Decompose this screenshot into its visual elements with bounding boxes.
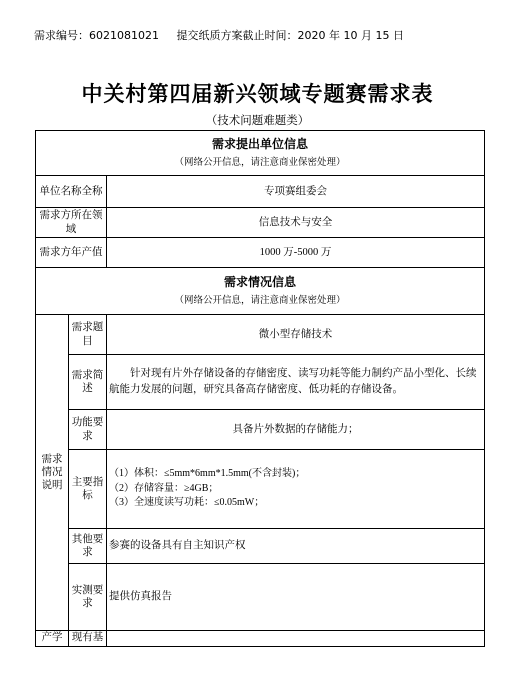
- section2-header: [36, 268, 485, 315]
- output-label: 需求方年产值: [36, 238, 107, 268]
- other-value: 参赛的设备具有自主知识产权: [107, 529, 485, 564]
- footer-left-cell: 产学: [36, 631, 69, 647]
- section2-title: 需求情况信息: [223, 274, 296, 289]
- header-line: [34, 27, 404, 43]
- domain-value: 信息技术与安全: [107, 208, 485, 238]
- table-row: [36, 208, 485, 238]
- table-row: [36, 176, 485, 208]
- table-row: [36, 410, 485, 450]
- page-title: 中关村第四届新兴领域专题赛需求表: [81, 82, 434, 106]
- output-value: 1000 万-5000 万: [107, 238, 485, 268]
- section1-header: [36, 131, 485, 176]
- metrics-list: [107, 450, 485, 529]
- other-label: 其他要求: [69, 529, 107, 564]
- unit-name-label: 单位名称全称: [36, 176, 107, 208]
- section1-note: （网络公开信息，请注意商业保密处理）: [174, 157, 346, 168]
- metrics-label: 主要指标: [69, 450, 107, 529]
- summary-value: 针对现有片外存储设备的存储密度、读写功耗等能力制约产品小型化、长续航能力发展的问题，研究具备高存储密度、低功耗的存储设备。: [107, 355, 485, 410]
- topic-value: 微小型存储技术: [107, 315, 485, 355]
- table-row: [36, 529, 485, 564]
- test-value: 提供仿真报告: [107, 564, 485, 631]
- table-row: [36, 355, 485, 410]
- function-label: 功能要求: [69, 410, 107, 450]
- table-row: [36, 450, 485, 529]
- deadline-label: 提交纸质方案截止时间：: [176, 29, 298, 42]
- section1-header-row: [36, 131, 485, 176]
- topic-label: 需求题目: [69, 315, 107, 355]
- test-label: 实测要求: [69, 564, 107, 631]
- section1-title: 需求提出单位信息: [211, 136, 308, 151]
- group-label: 需求情况说明: [36, 315, 69, 631]
- summary-label: 需求简述: [69, 355, 107, 410]
- section2-note: （网络公开信息，请注意商业保密处理）: [174, 295, 346, 306]
- unit-name-value: 专项赛组委会: [107, 176, 485, 208]
- function-value: 具备片外数据的存储能力；: [107, 410, 485, 450]
- table-row: [36, 564, 485, 631]
- requirement-id-label: 需求编号：: [34, 29, 89, 42]
- footer-mid-cell: 现有基: [69, 631, 107, 647]
- metric-item: （1）体积：≤5mm*6mm*1.5mm(不含封装)；: [109, 468, 306, 480]
- domain-label: 需求方所在领域: [36, 208, 107, 238]
- page-subtitle: （技术问题难题类）: [205, 115, 310, 127]
- table-row: [36, 315, 485, 355]
- footer-empty-cell: [107, 631, 485, 647]
- requirement-id-value: 6021081021: [89, 29, 159, 42]
- section2-header-row: [36, 268, 485, 315]
- table-row: [36, 238, 485, 268]
- requirement-form-table: [35, 130, 485, 647]
- metric-item: （2）存储容量：≥4GB；: [109, 482, 219, 494]
- deadline-value: 2020 年 10 月 15 日: [297, 29, 404, 42]
- metric-item: （3）全速度读写功耗：≤0.05mW；: [109, 497, 265, 509]
- table-row: [36, 631, 485, 647]
